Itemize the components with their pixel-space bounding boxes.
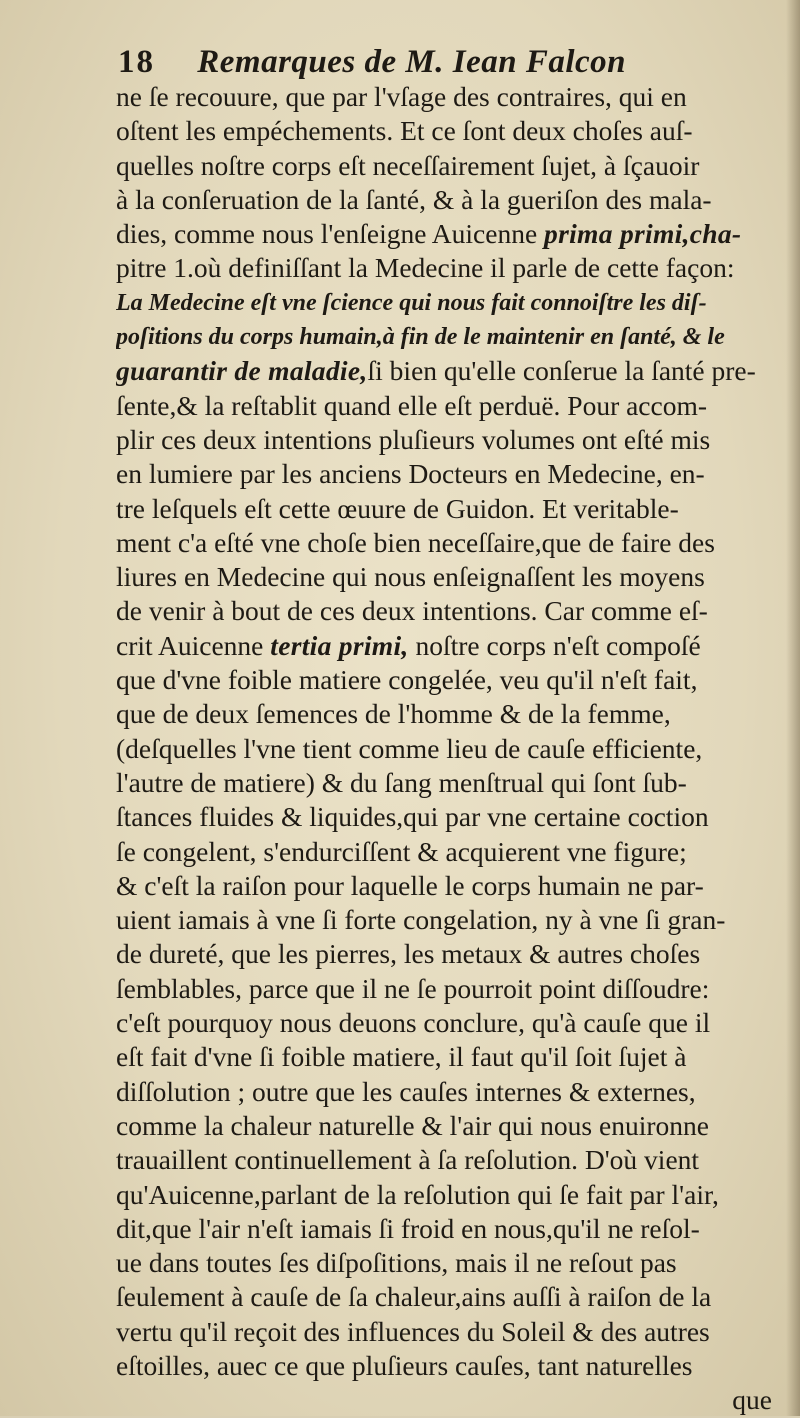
text-line: ſemblables, parce que il ne ſe pourroit point diſſoudre: <box>116 972 710 1004</box>
text-line: eſt fait d'vne ſi foible matiere, il faut qu'il ſoit ſujet à <box>116 1041 687 1073</box>
text-line: crit Auicenne tertia primi, noſtre corps n'eſt compoſé <box>116 629 701 661</box>
italic-quote-line: poſitions du corps humain,à fin de le maintenir en ſanté, & le <box>116 324 725 351</box>
text-line: que de deux ſemences de l'homme & de la femme, <box>116 698 671 730</box>
text-line: & c'eſt la raiſon pour laquelle le corps humain ne par- <box>116 869 704 901</box>
text-line: vertu qu'il reçoit des influences du Soleil & des autres <box>116 1315 710 1347</box>
text-line: quelles noſtre corps eſt neceſſairement ſujet, à ſçauoir <box>116 149 700 181</box>
text-line: ſeulement à cauſe de ſa chaleur,ains auſſi à raiſon de la <box>116 1281 712 1313</box>
running-title: Remarques de M. Iean Falcon <box>197 44 627 80</box>
text-line: diſſolution ; outre que les cauſes internes & externes, <box>116 1075 696 1107</box>
text-line: ſe congelent, s'endurciſſent & acquierent vne figure; <box>116 835 687 867</box>
text-line: l'autre de matiere) & du ſang menſtrual qui ſont ſub- <box>116 766 687 798</box>
text-line: ue dans toutes ſes diſpoſitions, mais il ne reſout pas <box>116 1247 677 1279</box>
page-number: 18 <box>118 44 155 80</box>
text-line: (deſquelles l'vne tient comme lieu de cauſe efficiente, <box>116 732 703 764</box>
text-line: à la conſeruation de la ſanté, & à la gueriſon des mala- <box>116 183 712 215</box>
text-line: pitre 1.où definiſſant la Medecine il parle de cette façon: <box>116 252 735 284</box>
text-line: dies, comme nous l'enſeigne Auicenne prima primi,cha- <box>116 218 742 250</box>
text-line: dit,que l'air n'eſt iamais ſi froid en nous,qu'il ne reſol- <box>116 1212 700 1244</box>
italic-citation: prima primi,cha- <box>544 218 742 250</box>
text-line: que d'vne foible matiere congelée, veu qu'il n'eſt fait, <box>116 664 698 696</box>
text-line: tre leſquels eſt cette œuure de Guidon. Et veritable- <box>116 492 679 524</box>
page-header <box>118 40 626 84</box>
text-line: plir ces deux intentions pluſieurs volumes ont eſté mis <box>116 423 711 455</box>
italic-quote-end: guarantir de maladie, <box>116 355 368 387</box>
text-line: en lumiere par les anciens Docteurs en Medecine, en- <box>116 458 705 490</box>
catchword: que <box>732 1384 772 1416</box>
text-line: eſtoilles, auec ce que pluſieurs cauſes, tant naturelles <box>116 1349 693 1381</box>
italic-quote-line: La Medecine eſt vne ſcience qui nous fait connoiſtre les diſ- <box>116 289 707 316</box>
text-line: c'eſt pourquoy nous deuons conclure, qu'à cauſe que il <box>116 1007 711 1039</box>
text-line: de dureté, que les pierres, les metaux & autres choſes <box>116 938 701 970</box>
text-line: ne ſe recouure, que par l'vſage des contraires, qui en <box>116 81 687 112</box>
text-line: ſtances fluides & liquides,qui par vne certaine coction <box>116 801 709 833</box>
text-line: guarantir de maladie,ſi bien qu'elle conſerue la ſanté pre- <box>116 355 756 387</box>
text-line: qu'Auicenne,parlant de la reſolution qui ſe fait par l'air, <box>116 1178 719 1210</box>
text-line: uient iamais à vne ſi forte congelation, ny à vne ſi gran- <box>116 904 726 936</box>
text-line: oſtent les empéchements. Et ce ſont deux choſes auſ- <box>116 115 693 147</box>
text-line: ſente,& la reſtablit quand elle eſt perduë. Pour accom- <box>116 389 708 421</box>
italic-citation: tertia primi, <box>270 629 409 661</box>
text-line: trauaillent continuellement à ſa reſolution. D'où vient <box>116 1144 700 1176</box>
text-line: comme la chaleur naturelle & l'air qui nous enuironne <box>116 1109 709 1141</box>
body-text <box>116 80 792 1418</box>
text-line: de venir à bout de ces deux intentions. Car comme eſ- <box>116 595 708 627</box>
text-line: ment c'a eſté vne choſe bien neceſſaire,que de faire des <box>116 526 715 558</box>
text-line: liures en Medecine qui nous enſeignaſſent les moyens <box>116 561 705 593</box>
